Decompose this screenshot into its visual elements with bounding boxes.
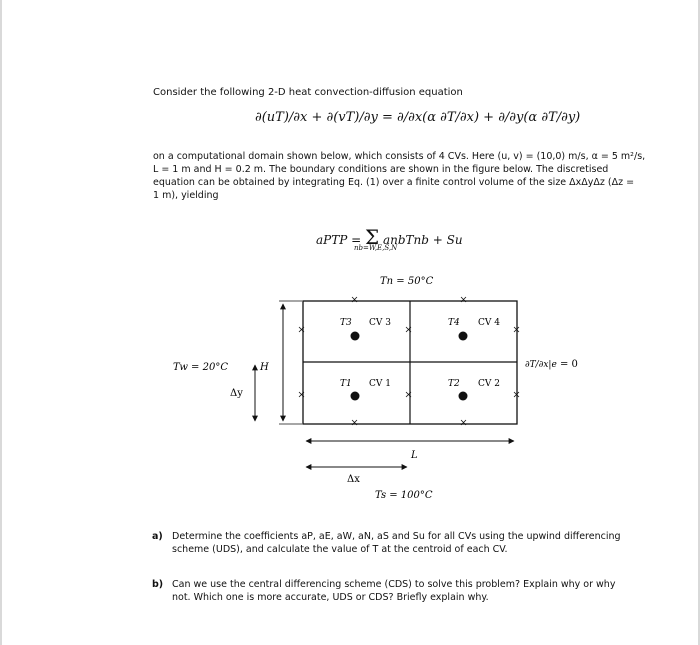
sum-symbol: Σ [365,225,380,249]
paragraph-line: 1 m), yielding [153,190,219,201]
question-a [152,530,652,556]
discretised-equation [316,225,463,252]
node-dot-cv4 [459,332,468,341]
problem-paragraph [153,150,668,202]
node-dot-cv3 [351,332,360,341]
sum-index: nb=W,E,S,N [354,244,398,252]
cv-label-4: CV 4 [478,318,500,328]
eq2-lhs: aPTP = [316,233,362,247]
question-a-line: Determine the coefficients aP, aE, aW, aN, aS and Su for all CVs using the upwind differencing [172,531,621,542]
node-label-t4: T4 [448,318,460,328]
dim-l-label: L [411,450,418,461]
bottom-boundary-condition: Ts = 100°C [375,490,433,501]
governing-equation: ∂(uT)/∂x + ∂(vT)/∂y = ∂/∂x(α ∂T/∂x) + ∂/∂y(α ∂T/∂y) [255,110,581,125]
node-label-t2: T2 [448,379,460,389]
intro-text: Consider the following 2-D heat convection-diffusion equation [153,87,463,98]
node-label-t3: T3 [340,318,352,328]
right-bc-value: = 0 [560,359,578,370]
page-left-edge [0,0,2,645]
question-b-label: b) [152,579,164,590]
top-boundary-condition: Tn = 50°C [380,276,434,287]
dim-h-label: H [260,362,269,373]
node-dot-cv2 [459,392,468,401]
dim-dx-label: Δx [347,474,360,485]
dim-dy-label: Δy [230,388,243,399]
question-b-line: not. Which one is more accurate, UDS or CDS? Briefly explain why. [172,592,489,603]
left-boundary-condition: Tw = 20°C [173,362,228,373]
question-b [152,578,652,604]
paragraph-line: on a computational domain shown below, which consists of 4 CVs. Here (u, v) = (10,0) m/s, α = 5 m²/s, [153,151,646,162]
equation-rhs: ∂/∂x(α ∂T/∂x) + ∂/∂y(α ∂T/∂y) [397,110,581,125]
cv-label-1: CV 1 [369,379,391,389]
domain-boundary [303,301,517,424]
cv-label-2: CV 2 [478,379,500,389]
node-label-t1: T1 [340,379,352,389]
question-a-line: scheme (UDS), and calculate the value of T at the centroid of each CV. [172,544,508,555]
paragraph-line: L = 1 m and H = 0.2 m. The boundary conditions are shown in the figure below. The discretised [153,164,609,175]
question-a-label: a) [152,531,163,542]
question-b-line: Can we use the central differencing scheme (CDS) to solve this problem? Explain why or why [172,579,616,590]
right-bc-derivative: ∂T/∂x|e [525,360,557,370]
cv-label-3: CV 3 [369,318,391,328]
eq2-rhs: anbTnb + Su [382,233,463,247]
node-dot-cv1 [351,392,360,401]
equation-lhs: ∂(uT)/∂x + ∂(vT)/∂y [255,110,378,125]
face-markers [299,297,519,425]
paragraph-line: equation can be obtained by integrating Eq. (1) over a finite control volume of the size ΔxΔyΔz (Δz = [153,177,635,188]
